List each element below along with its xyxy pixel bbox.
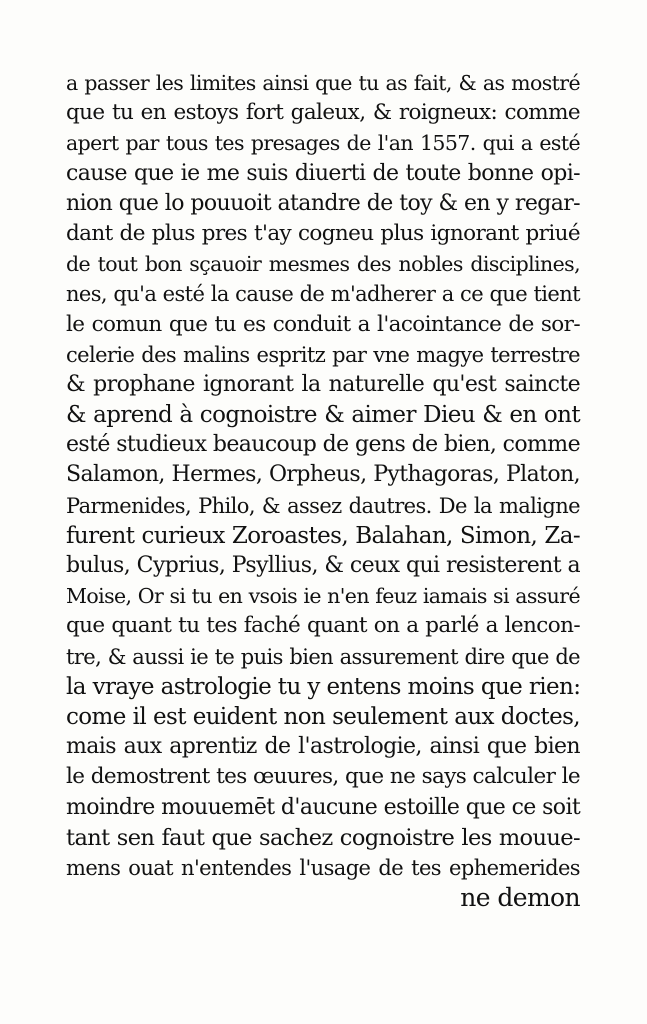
text-line: furent curieux Zoroastes, Balahan, Simon, Za- (66, 522, 580, 549)
text-line: a passer les limites ainsi que tu as fait, & as mostré (66, 71, 580, 95)
text-line: que quant tu tes faché quant on a parlé a lencon- (66, 613, 580, 639)
text-line: come il est euident non seulement aux doctes, (66, 703, 580, 730)
text-line: Salamon, Hermes, Orpheus, Pythagoras, Platon, (66, 462, 580, 488)
text-line: mens ouat n'entendes l'usage de tes ephemerides (66, 855, 580, 880)
text-line: le comun que tu es conduit a l'acointance de sor- (66, 311, 580, 337)
text-line: le demostrent tes œuures, que ne says calculer le (66, 764, 580, 790)
text-line: & prophane ignorant la naturelle qu'est saincte (66, 371, 580, 397)
text-line: moindre mouuemēt d'aucune estoille que ce soit (66, 794, 581, 820)
text-line: de tout bon sçauoir mesmes des nobles disciplines, (66, 252, 580, 277)
text-line: Moise, Or si tu en vsois ie n'en feuz iamais si assuré (66, 584, 580, 609)
text-line: tre, & aussi ie te puis bien assurement dire que de (66, 644, 580, 669)
catchword: ne demon (460, 883, 580, 913)
text-line: cause que ie me suis diuerti de toute bonne opi- (66, 160, 580, 186)
text-line: celerie des malins espritz par vne magye terrestre (66, 342, 580, 367)
text-line: nes, qu'a esté la cause de m'adherer a ce que tient (66, 282, 580, 307)
text-line: bulus, Cyprius, Psyllius, & ceux qui resisterent a (66, 553, 580, 578)
text-line: tant sen faut que sachez cognoistre les mouue- (66, 824, 580, 851)
text-line: que tu en estoys fort galeux, & roigneux: comme (66, 100, 580, 126)
text-line: Parmenides, Philo, & assez dautres. De la maligne (66, 493, 580, 518)
text-block (66, 68, 580, 913)
text-line: apert par tous tes presages de l'an 1557. qui a esté (66, 131, 580, 156)
text-line: dant de plus pres t'ay cogneu plus ignorant priué (66, 220, 580, 246)
text-line: & aprend à cognoistre & aimer Dieu & en ont (66, 402, 580, 429)
text-line: mais aux aprentiz de l'astrologie, ainsi que bien (66, 734, 580, 760)
text-line: la vraye astrologie tu y entens moins que rien: (66, 673, 581, 700)
text-line: esté studieux beaucoup de gens de bien, comme (66, 432, 580, 458)
text-line: nion que lo pouuoit atandre de toy & en y regar- (66, 190, 580, 216)
